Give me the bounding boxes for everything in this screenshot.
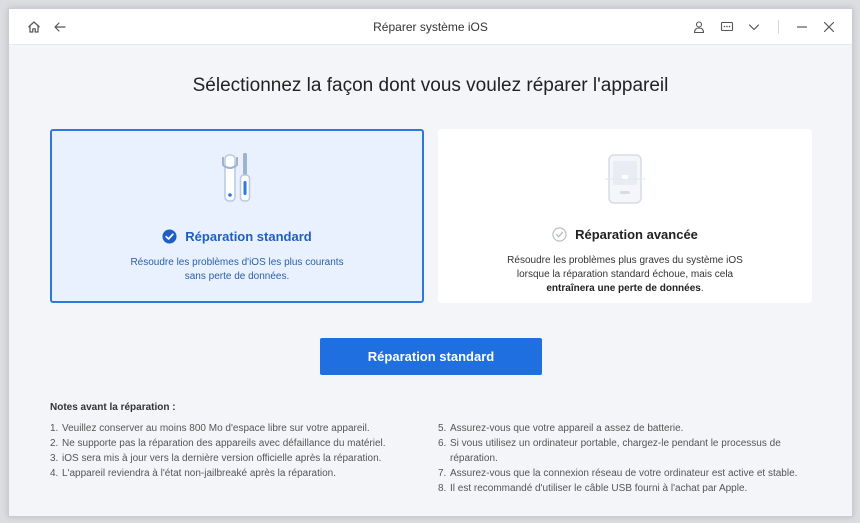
window-title: Réparer système iOS xyxy=(373,20,488,34)
data-loss-warning: entraînera une perte de données xyxy=(546,283,701,294)
note-item xyxy=(50,421,410,436)
advanced-repair-title xyxy=(438,227,812,242)
standard-repair-label: Réparation standard xyxy=(185,229,312,244)
note-number: 1. xyxy=(50,423,59,434)
note-text: Si vous utilisez un ordinateur portable, chargez-le pendant le processus de réparation. xyxy=(450,438,781,464)
note-number: 2. xyxy=(50,438,59,449)
note-text: Ne supporte pas la réparation des appareils avec défaillance du matériel. xyxy=(62,438,386,449)
standard-repair-title xyxy=(52,229,422,244)
start-standard-repair-button[interactable]: Réparation standard xyxy=(320,338,542,375)
desc-end: . xyxy=(700,283,704,294)
note-text: Assurez-vous que la connexion réseau de votre ordinateur est active et stable. xyxy=(450,468,798,479)
note-number: 8. xyxy=(438,483,447,494)
standard-desc-line: Résoudre les problèmes d'iOS les plus courants xyxy=(130,257,344,268)
notes-title: Notes avant la réparation : xyxy=(50,402,176,413)
note-text: L'appareil reviendra à l'état non-jailbreaké après la réparation. xyxy=(62,468,336,479)
note-text: Il est recommandé d'utiliser le câble USB fourni à l'achat par Apple. xyxy=(450,483,748,494)
note-number: 4. xyxy=(50,468,59,479)
note-number: 3. xyxy=(50,453,59,464)
chevron-down-icon[interactable] xyxy=(745,18,763,36)
device-icon xyxy=(438,147,812,211)
close-icon[interactable] xyxy=(820,18,838,36)
advanced-repair-description xyxy=(458,254,792,296)
chat-icon[interactable] xyxy=(718,18,736,36)
note-item xyxy=(50,451,410,466)
notes-list-right xyxy=(438,421,818,496)
advanced-desc-line: Résoudre les problèmes plus graves du système iOS xyxy=(507,255,743,266)
standard-repair-description xyxy=(72,256,402,284)
advanced-repair-option[interactable] xyxy=(438,129,812,303)
note-text: iOS sera mis à jour vers la dernière version officielle après la réparation. xyxy=(62,453,382,464)
note-text: Assurez-vous que votre appareil a assez de batterie. xyxy=(450,423,684,434)
note-item xyxy=(438,421,818,436)
notes-list-left xyxy=(50,421,410,481)
note-item xyxy=(50,436,410,451)
advanced-desc-line xyxy=(458,282,792,296)
note-item xyxy=(438,481,818,496)
app-window xyxy=(8,8,853,517)
page-heading: Sélectionnez la façon dont vous voulez réparer l'appareil xyxy=(192,75,669,96)
advanced-desc-line: lorsque la réparation standard échoue, mais cela xyxy=(516,269,734,280)
note-item xyxy=(438,436,818,466)
advanced-repair-label: Réparation avancée xyxy=(575,227,698,242)
note-item xyxy=(50,466,410,481)
check-circle-outline-icon xyxy=(552,227,567,242)
minimize-icon[interactable] xyxy=(793,18,811,36)
standard-repair-option[interactable] xyxy=(50,129,424,303)
titlebar-divider xyxy=(778,20,779,34)
standard-desc-line: sans perte de données. xyxy=(184,271,290,282)
note-number: 7. xyxy=(438,468,447,479)
tools-icon xyxy=(52,149,422,213)
check-circle-icon xyxy=(162,229,177,244)
note-text: Veuillez conserver au moins 800 Mo d'espace libre sur votre appareil. xyxy=(62,423,370,434)
title-bar xyxy=(9,9,852,45)
note-number: 5. xyxy=(438,423,447,434)
user-icon[interactable] xyxy=(690,18,708,36)
note-item xyxy=(438,466,818,481)
note-number: 6. xyxy=(438,438,447,449)
